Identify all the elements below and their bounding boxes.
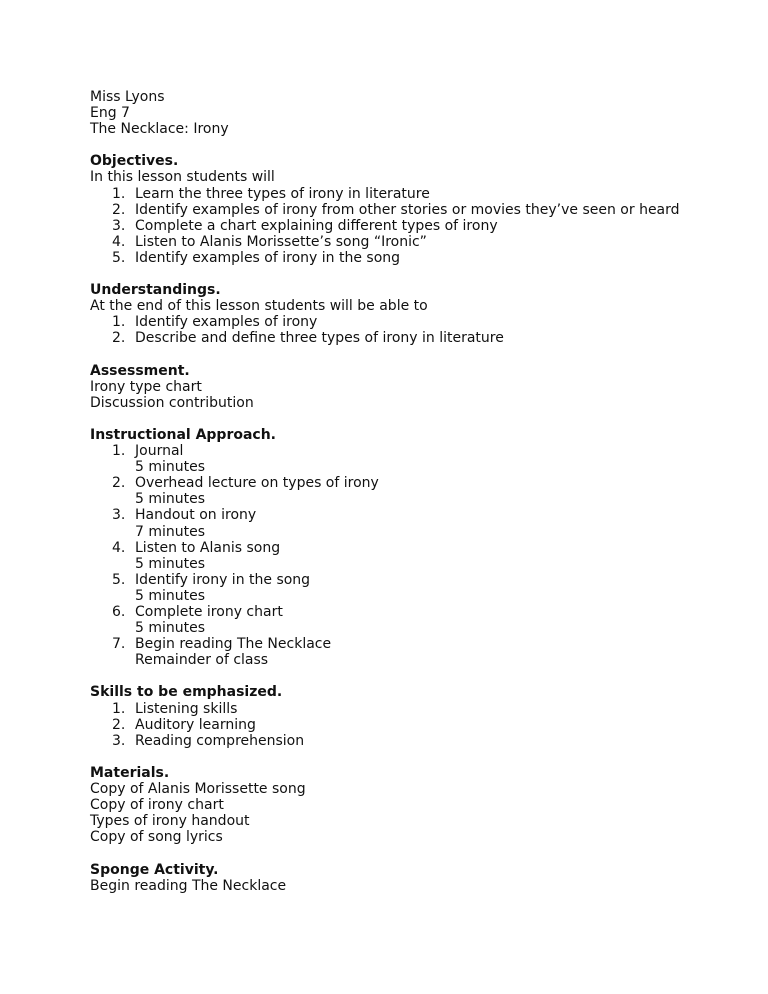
spacer <box>90 347 730 363</box>
spacer <box>90 266 730 282</box>
list-item <box>90 572 730 604</box>
list-item-time: 5 minutes <box>135 587 206 604</box>
list-item-time: 5 minutes <box>135 555 206 572</box>
list-number: 1. <box>112 185 126 202</box>
list-item-time: 5 minutes <box>135 459 206 476</box>
list-item-text: Overhead lecture on types of irony <box>135 475 379 492</box>
list-number: 2. <box>112 330 126 347</box>
list-item-text: Auditory learning <box>135 716 256 733</box>
lesson-plan <box>90 89 730 894</box>
list-item-time: 7 minutes <box>135 523 206 540</box>
list-item <box>90 636 730 668</box>
spacer <box>90 845 730 861</box>
list-number: 4. <box>112 539 126 556</box>
list-item <box>90 701 730 717</box>
list-number: 5. <box>112 249 126 266</box>
list-number: 7. <box>112 636 126 653</box>
spacer <box>90 137 730 153</box>
list-item-text: Handout on irony <box>135 507 257 524</box>
list-item <box>90 540 730 572</box>
list-number: 2. <box>112 201 126 218</box>
materials-line: Copy of Alanis Morissette song <box>90 781 306 798</box>
list-item <box>90 507 730 539</box>
list-number: 3. <box>112 217 126 234</box>
list-item <box>90 717 730 733</box>
list-number: 4. <box>112 233 126 250</box>
list-number: 5. <box>112 571 126 588</box>
list-item-text: Journal <box>135 443 184 460</box>
materials-heading: Materials. <box>90 764 170 781</box>
lesson-title: The Necklace: Irony <box>90 121 229 138</box>
list-number: 3. <box>112 732 126 749</box>
materials-line: Copy of irony chart <box>90 797 224 814</box>
spacer <box>90 749 730 765</box>
list-item-text: Reading comprehension <box>135 732 305 749</box>
list-number: 1. <box>112 700 126 717</box>
list-item <box>90 186 730 202</box>
objectives-intro: In this lesson students will <box>90 169 275 186</box>
sponge-line: Begin reading The Necklace <box>90 877 287 894</box>
understandings-list <box>90 314 730 346</box>
skills-heading: Skills to be emphasized. <box>90 684 283 701</box>
list-item <box>90 314 730 330</box>
teacher-name: Miss Lyons <box>90 89 165 105</box>
skills-list <box>90 701 730 749</box>
assessment-line: Discussion contribution <box>90 394 254 411</box>
list-item-text: Learn the three types of irony in literature <box>135 185 430 202</box>
list-item-time: 5 minutes <box>135 620 206 637</box>
list-item-time: Remainder of class <box>135 652 269 669</box>
approach-list <box>90 443 730 668</box>
list-item <box>90 443 730 475</box>
list-number: 2. <box>112 716 126 733</box>
list-item <box>90 330 730 346</box>
list-item <box>90 250 730 266</box>
list-number: 3. <box>112 507 126 524</box>
objectives-heading: Objectives. <box>90 153 179 170</box>
spacer <box>90 411 730 427</box>
list-number: 1. <box>112 443 126 460</box>
list-item-text: Listen to Alanis Morissette’s song “Ironic” <box>135 233 427 250</box>
list-item-text: Identify examples of irony <box>135 314 318 331</box>
list-item-time: 5 minutes <box>135 491 206 508</box>
understandings-intro: At the end of this lesson students will be able to <box>90 298 428 315</box>
list-item-text: Identify examples of irony in the song <box>135 249 401 266</box>
list-item <box>90 218 730 234</box>
list-item-text: Identify irony in the song <box>135 571 311 588</box>
list-number: 1. <box>112 314 126 331</box>
materials-line: Types of irony handout <box>90 813 250 830</box>
understandings-heading: Understandings. <box>90 282 221 299</box>
list-number: 6. <box>112 604 126 620</box>
spacer <box>90 668 730 684</box>
sponge-heading: Sponge Activity. <box>90 861 219 878</box>
assessment-line: Irony type chart <box>90 378 202 395</box>
materials-line: Copy of song lyrics <box>90 829 223 846</box>
course-name: Eng 7 <box>90 105 130 122</box>
approach-heading: Instructional Approach. <box>90 426 276 443</box>
list-item-text: Identify examples of irony from other stories or movies they’ve seen or heard <box>135 201 680 218</box>
list-item-text: Complete irony chart <box>135 604 283 620</box>
list-item <box>90 475 730 507</box>
list-item <box>90 733 730 749</box>
list-item <box>90 604 730 636</box>
list-item-text: Describe and define three types of irony in literature <box>135 330 504 347</box>
list-item-text: Begin reading The Necklace <box>135 636 332 653</box>
list-item <box>90 234 730 250</box>
list-item-text: Complete a chart explaining different types of irony <box>135 217 498 234</box>
list-item <box>90 202 730 218</box>
assessment-heading: Assessment. <box>90 362 190 379</box>
list-item-text: Listen to Alanis song <box>135 539 281 556</box>
list-item-text: Listening skills <box>135 700 238 717</box>
objectives-list <box>90 186 730 266</box>
list-number: 2. <box>112 475 126 492</box>
